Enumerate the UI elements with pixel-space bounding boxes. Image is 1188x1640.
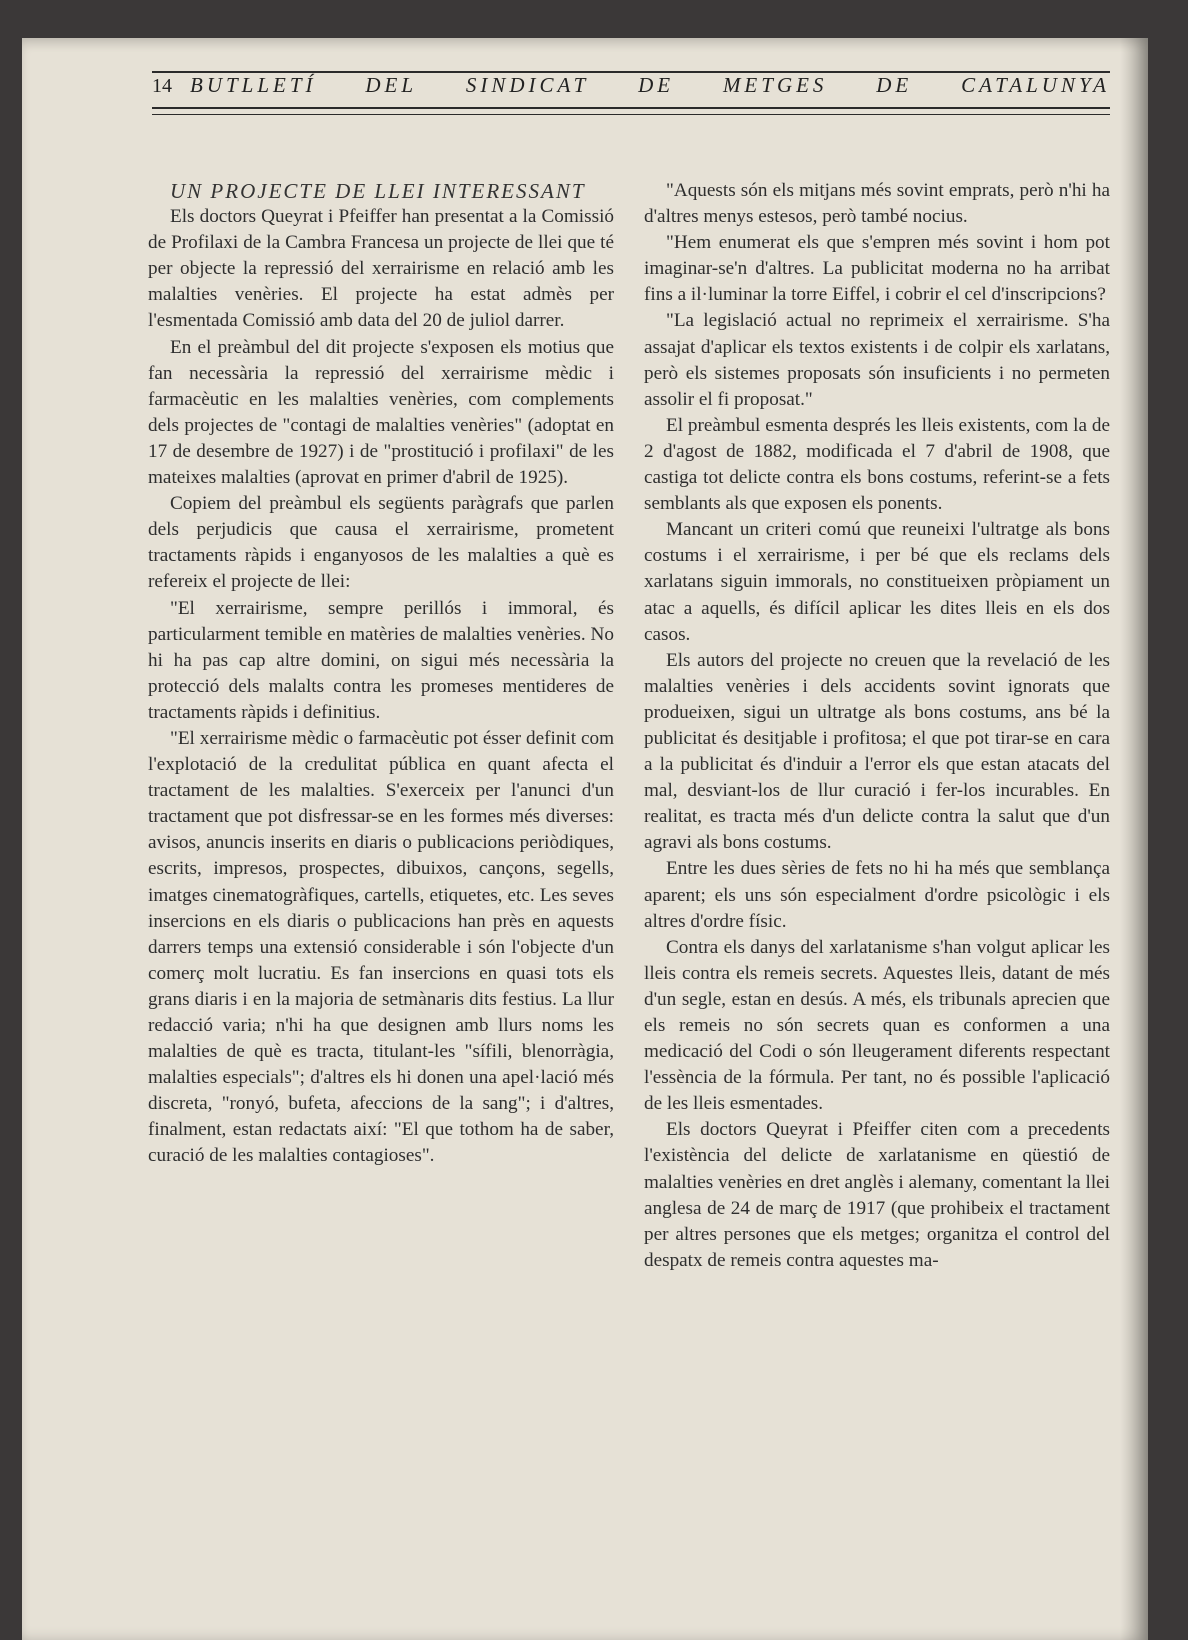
paragraph: Entre les dues sèries de fets no hi ha més que semblança aparent; els uns són especialment d'ordre psicològic i els altres d'ordre físic. [644, 858, 1110, 932]
paragraph: "Aquests són els mitjans més sovint emprats, però n'hi ha d'altres menys estesos, però també nocius. [644, 180, 1110, 228]
left-column [148, 178, 614, 1274]
journal-title-word: DE [638, 73, 675, 97]
paragraph: Mancant un criteri comú que reuneixi l'ultratge als bons costums i el xerrairisme, i per bé que els reclams dels xarlatans siguin immorals, no constitueixen pròpiament un atac a aquells, és difícil aplicar les dites lleis en els dos casos. [644, 519, 1110, 645]
journal-title-word: CATALUNYA [961, 73, 1110, 97]
paragraph: "El xerrairisme mèdic o farmacèutic pot ésser definit com l'explotació de la credulitat pública en quant afecta el tractament de les malalties. S'exerceix per l'anunci d'un tractament que pot disfressar-se en les formes més diverses: avisos, anuncis inserits en diaris o publicacions periòdiques, escrits, impresos, prospectes, dibuixos, cançons, segells, imatges cinematogràfiques, cartells, etiquetes, etc. Les seves insercions en els diaris o publicacions han près en aquests darrers temps una extensió considerable i són l'objecte d'un comerç molt lucratiu. Es fan insercions en quasi tots els grans diaris i en la majoria de setmànaris dits festius. La llur redacció varia; n'hi ha que designen amb llurs noms les malalties de què es tracta, titulant-les "sífili, blenorràgia, malalties especials"; d'altres els hi donen una apel·lació més discreta, "ronyó, bufeta, afeccions de la sang"; i d'altres, finalment, estan redactats així: "El que tothom ha de saber, curació de les malalties contagioses". [148, 727, 614, 1167]
header-rule-thin [152, 114, 1110, 115]
header-line [152, 73, 1110, 107]
paragraph: El preàmbul esmenta després les lleis existents, com la de 2 d'agost de 1882, modificada el 7 d'abril de 1908, que castiga tot delicte contra els bons costums, referint-se a fets semblants als que exposen els ponents. [644, 414, 1110, 515]
paragraph: Contra els danys del xarlatanisme s'han volgut aplicar les lleis contra els remeis secrets. Aquestes lleis, datant de més d'un segle, estan en desús. A més, els tribunals aprecien que els remeis no són secrets quan es conformen a una medicació del Codi o són lleugerament diferents respectant l'essència de la fórmula. Per tant, no és possible l'aplicació de les lleis esmentades. [644, 936, 1110, 1115]
right-column [644, 178, 1110, 1274]
paragraph: Els autors del projecte no creuen que la revelació de les malalties venèries i dels accidents sovint ignorats que produeixen, sigui un ultratge als bons costums, ans bé la publicitat és desitjable i profitosa; el que pot tirar-se en cara a la publicitat és d'induir a l'error els que estan atacats del mal, desviant-los de llur curació i fer-los incurables. En realitat, es tracta més d'un delicte contra la salut que d'un agravi als bons costums. [644, 649, 1110, 854]
journal-title-word: DE [876, 73, 913, 97]
paragraph: Copiem del preàmbul els següents paràgrafs que parlen dels perjudicis que causa el xerrairisme, prometent tractaments ràpids i enganyosos de les malalties a què es refereix el projecte de llei: [148, 493, 614, 593]
paragraph: En el preàmbul del dit projecte s'exposen els motius que fan necessària la repressió del xerrairisme mèdic i farmacèutic en les malalties venèries, com complements dels projectes de "contagi de malalties venèries" (adoptat en 17 de desembre de 1927) i de "prostitució i profilaxi" de les mateixes malalties (aprovat en primer d'abril de 1925). [148, 336, 614, 489]
journal-title-word: SINDICAT [465, 73, 590, 97]
journal-title-word: BUTLLETÍ [190, 73, 317, 97]
article-body [148, 178, 1110, 1274]
article-title: UN PROJECTE DE LLEI INTERESSANT [170, 179, 586, 203]
page-edge-shadow [1120, 38, 1148, 1640]
page-number: 14 [152, 75, 172, 97]
journal-title-word: DEL [365, 73, 418, 97]
paragraph: "El xerrairisme, sempre perillós i immoral, és particularment temible en matèries de malalties venèries. No hi ha pas cap altre domini, on sigui més necessària la protecció dels malalts contra les promeses mentideres de tractaments ràpids i definitius. [148, 597, 614, 723]
journal-title [190, 73, 1110, 98]
paragraph: Els doctors Queyrat i Pfeiffer han presentat a la Comissió de Profilaxi de la Cambra Francesa un projecte de llei que té per objecte la repressió del xerrairisme en relació amb les malalties venèries. El projecte ha estat admès per l'esmentada Comissió amb data del 20 de juliol darrer. [148, 206, 614, 332]
paragraph: "La legislació actual no reprimeix el xerrairisme. S'ha assajat d'aplicar els textos existents i de colpir els xarlatans, però els sistemes proposats són insuficients i no permeten assolir el fi proposat." [644, 310, 1110, 410]
running-header [152, 71, 1110, 115]
paragraph: Els doctors Queyrat i Pfeiffer citen com a precedents l'existència del delicte de xarlatanisme en qüestió de malalties venèries en dret anglès i alemany, comentant la llei anglesa de 24 de març de 1917 (que prohibeix el tractament per altres persones que els metges; organitza el control del despatx de remeis contra aquestes ma- [644, 1119, 1110, 1271]
paragraph: "Hem enumerat els que s'empren més sovint i hom pot imaginar-se'n d'altres. La publicitat moderna no ha arribat fins a il·luminar la torre Eiffel, i cobrir el cel d'inscripcions? [644, 232, 1110, 306]
journal-title-word: METGES [722, 73, 828, 97]
